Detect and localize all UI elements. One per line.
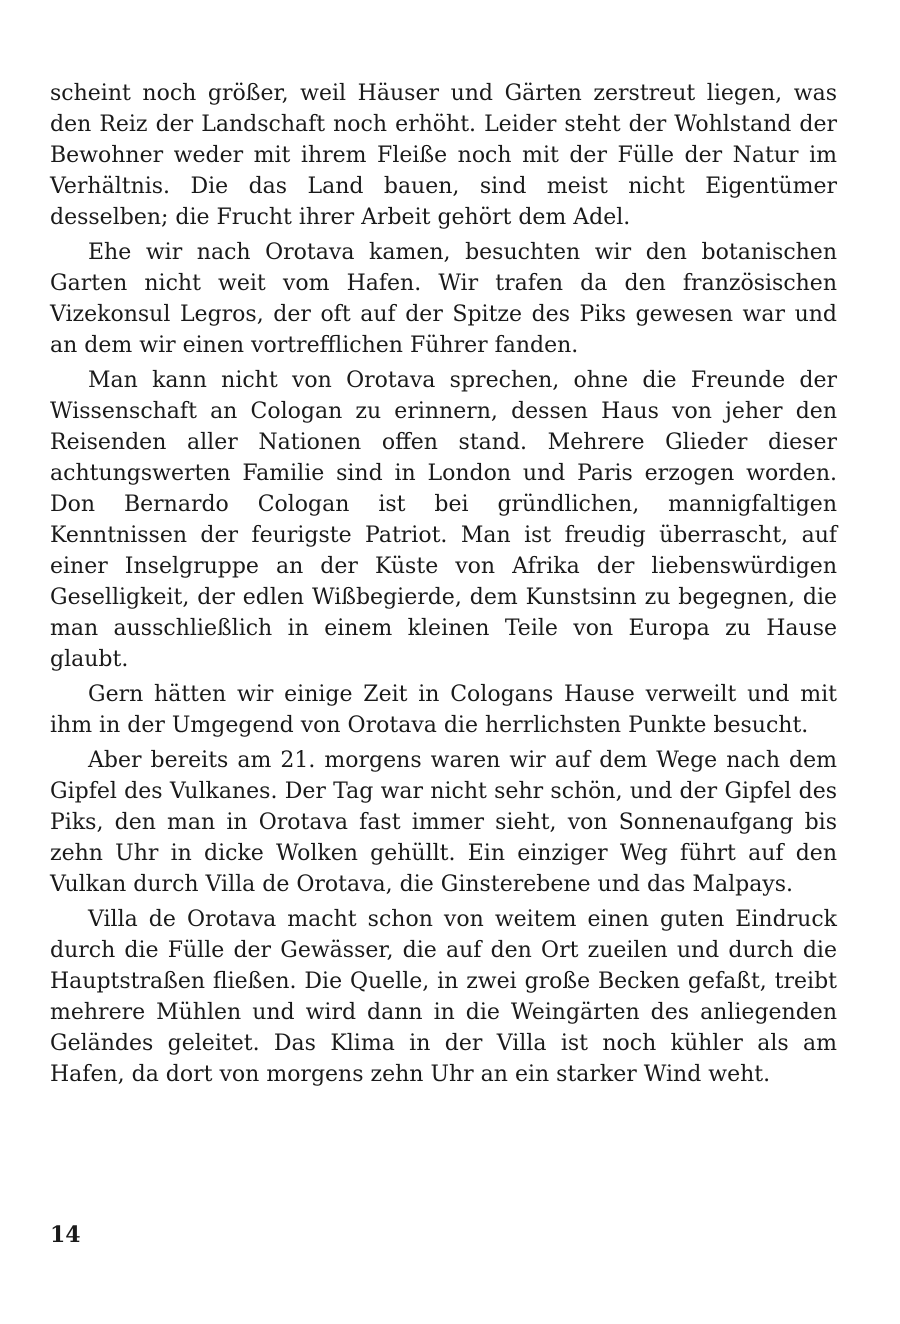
paragraph-cologan: Man kann nicht von Orotava sprechen, ohne die Freunde der Wissenschaft an Cologan zu erinnern, dessen Haus von jeher den Reisenden aller Nationen offen stand. Mehrere Glieder dieser achtungswerten Familie sind in London und Paris erzogen worden. Don Bernardo Cologan ist bei gründlichen, mannigfaltigen Kenntnissen der feurigste Patriot. Man ist freudig überrascht, auf einer Inselgruppe an der Küste von Afrika der liebenswürdigen Geselligkeit, der edlen Wißbegierde, dem Kunstsinn zu begegnen, die man ausschließlich in einem kleinen Teile von Europa zu Hause glaubt. <box>50 368 837 672</box>
paragraph-botanical-garden: Ehe wir nach Orotava kamen, besuchten wir den botanischen Garten nicht weit vom Hafen. Wir trafen da den französischen Vizekonsul Legros, der oft auf der Spitze des Piks gewesen war und an dem wir einen vortrefflichen Führer fanden. <box>50 240 837 358</box>
paragraph-continued: scheint noch größer, weil Häuser und Gärten zerstreut liegen, was den Reiz der Landschaft noch erhöht. Leider steht der Wohlstand der Bewohner weder mit ihrem Fleiße noch mit der Fülle der Natur im Verhältnis. Die das Land bauen, sind meist nicht Eigentümer desselben; die Frucht ihrer Arbeit gehört dem Adel. <box>50 81 837 230</box>
book-page-body <box>50 78 837 1094</box>
paragraph-journey-to-summit: Aber bereits am 21. morgens waren wir auf dem Wege nach dem Gipfel des Vulkanes. Der Tag war nicht sehr schön, und der Gipfel des Piks, den man in Orotava fast immer sieht, von Sonnenaufgang bis zehn Uhr in dicke Wolken gehüllt. Ein einziger Weg führt auf den Vulkan durch Villa de Orotava, die Ginsterebene und das Malpays. <box>50 748 837 897</box>
page-number: 14 <box>50 1222 81 1248</box>
paragraph-cologan-house: Gern hätten wir einige Zeit in Cologans Hause verweilt und mit ihm in der Umgegend von Orotava die herrlichsten Punkte besucht. <box>50 682 837 738</box>
paragraph-villa-de-orotava: Villa de Orotava macht schon von weitem einen guten Eindruck durch die Fülle der Gewässer, die auf den Ort zueilen und durch die Hauptstraßen fließen. Die Quelle, in zwei große Becken gefaßt, treibt mehrere Mühlen und wird dann in die Weingärten des anliegenden Geländes geleitet. Das Klima in der Villa ist noch kühler als am Hafen, da dort von morgens zehn Uhr an ein starker Wind weht. <box>50 907 837 1087</box>
